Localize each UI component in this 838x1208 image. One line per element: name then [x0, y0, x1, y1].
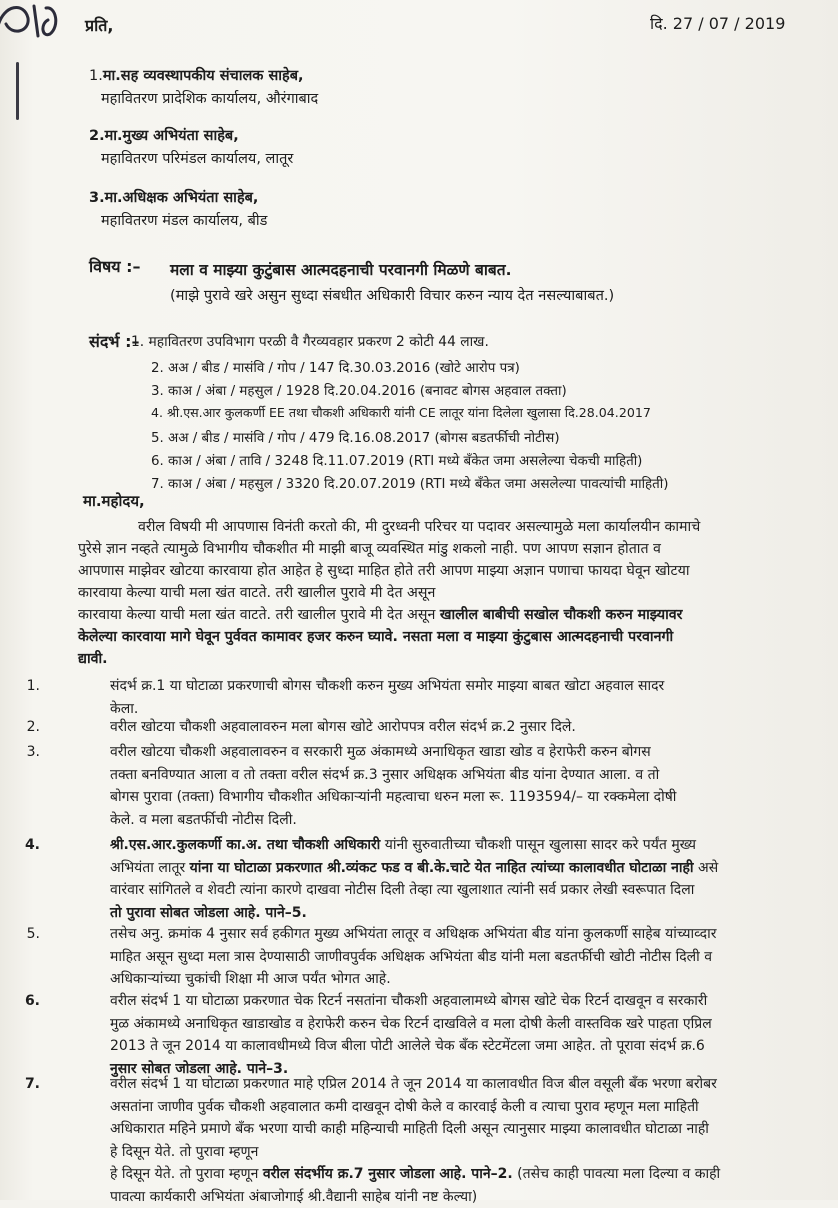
addressee-1-office: महावितरण प्रादेशिक कार्यालय, औरंगाबाद	[101, 91, 319, 107]
addressee-3-title: 3.मा.अधिक्षक अभियंता साहेब,	[89, 190, 259, 206]
subject-text: मला व माझ्या कुटुंबास आत्मदहनाची परवानगी मिळणे बाबत.	[170, 261, 512, 279]
point-3: 3. वरील खोटया चौकशी अहवालावरुन व सरकारी मुळ अंकामध्ये अनाधिकृत खाडा खोड व हेराफेरी करुन बोगस तक्ता बनविण्यात आला व तो तक्ता वरील संदर्भ क्र.3 नुसार अधिक्षक अभियंता बीड यांना देण्यात आला. व तो बोगस पुरावा (तक्ता) विभागीय चौकशीत अधिकाऱ्यांनी महत्वाचा धरुन मला रू. 1193594/– या रक्कमेला दोषी केले. व मला बडतर्फीची नोटीस दिली.	[26, 744, 677, 828]
point-7: 7. वरील संदर्भ 1 या घोटाळा प्रकरणात माहे एप्रिल 2014 ते जून 2014 या कालावधीत विज बील वसूली बँक भरणा बरोबर असतांना जाणीव पुर्वक चौकशी अहवालात कमी दाखवून दोषी केले व कारवाई केली व त्याचा पुराव म्हणून मला माहिती अधिकारात महिने प्रमाणे बँक भरणा याची काही महिन्याची माहिती दिली असून त्यानुसार माझ्या कालावधीत घोटाळा नाही हे दिसून येते. तो पुरावा म्हणून हे दिसून येते. तो पुरावा म्हणून वरील संदर्भीय क्र.7 नुसार जोडला आहे. पाने–2. (तसेच काही पावत्या मला दिल्या व काही पावत्या कार्यकारी अभियंता अंबाजोगाई श्री.वैद्यानी साहेब यांनी नष्ट केल्या)	[24, 1076, 721, 1205]
point-6: 6. वरील संदर्भ 1 या घोटाळा प्रकरणात चेक रिटर्न नसतांना चौकशी अहवालामध्ये बोगस खोटे चेक रिटर्न दाखवून व सरकारी मुळ अंकामध्ये अनाधिकृत खाडाखोड व हेराफेरी करुन चेक रिटर्न दाखविले व मला दोषी केली वास्तविक खरे पाहता एप्रिल 2013 ते जून 2014 या कालावधीमध्ये विज बीला पोटी आलेले चेक बँक स्टेटमेंटला जमा आहेत. तो पूरावा संदर्भ क्र.6 नुसार सोबत जोडला आहे. पाने–3.	[24, 993, 712, 1077]
reference-7: 7. काअ / अंबा / महसुल / 3320 दि.20.07.2019 (RTI मध्ये बँकेत जमा असलेल्या पावत्यांची माहिती)	[151, 477, 669, 492]
point-2: 2. वरील खोटया चौकशी अहवालावरुन मला बोगस खोटे आरोपपत्र वरील संदर्भ क्र.2 नुसार दिले.	[26, 719, 576, 735]
margin-line	[16, 62, 19, 120]
addressee-1-title: 1.मा.सह व्यवस्थापकीय संचालक साहेब,	[89, 68, 304, 84]
salutation-to: प्रति,	[85, 16, 114, 35]
letter-date: दि. 27 / 07 / 2019	[650, 14, 786, 33]
subject-label: विषय :–	[89, 257, 141, 276]
reference-label: संदर्भ :–	[89, 332, 140, 351]
reference-4: 4. श्री.एस.आर कुलकर्णी EE तथा चौकशी अधिकारी यांनी CE लातूर यांना दिलेला खुलासा दि.28.04.2017	[151, 405, 651, 420]
greeting: मा.महोदय,	[83, 492, 145, 510]
addressee-2-title: 2.मा.मुख्य अभियंता साहेब,	[89, 128, 239, 144]
reference-6: 6. काअ / अंबा / तावि / 3248 दि.11.07.2019 (RTI मध्ये बँकेत जमा असलेल्या चेकची माहिती)	[151, 454, 643, 469]
intro-paragraph: वरील विषयी मी आपणास विनंती करतो की, मी दुरध्वनी परिचर या पदावर असल्यामुळे मला कार्यालयीन कामाचे पुरेसे ज्ञान नव्हते त्यामुळे विभागीय चौकशीत मी माझी बाजू व्यवस्थित मांडु शकलो नाही. पण आपण सज्ञान होतात व आपणास माझेवर खोटया कारवाया होत आहेत हे सुध्दा माहित होते तरी आपण माझ्या अज्ञान पणाचा फायदा घेवून खोटया कारवाया केल्या याची मला खंत वाटते. तरी खालील पुरावे मी देत असून कारवाया केल्या याची मला खंत वाटते. तरी खालील पुरावे मी देत असून खालील बाबीची सखोल चौकशी करुन माझ्यावर केलेल्या कारवाया मागे घेवून पुर्ववत कामावर हजर करुन घ्यावे. नसता मला व माझ्या कुंटुबास आत्मदहनाची परवानगी द्यावी.	[78, 519, 701, 667]
point-5: 5. तसेच अनु. क्रमांक 4 नुसार सर्व हकीगत मुख्य अभियंता लातूर व अधिक्षक अभियंता बीड यांना कुलकर्णी साहेब यांच्याव्दार माहित असून सुध्दा मला त्रास देण्यासाठी जाणीवपुर्वक अधिक्षक अभियंता बीड यांनी मला बडतर्फीची खोटी नोटीस दिली व अधिकाऱ्यांच्या चुकांची शिक्षा मी आज पर्यंत भोगत आहे.	[26, 926, 717, 987]
reference-1: 1. महावितरण उपविभाग परळी वै गैरव्यवहार प्रकरण 2 कोटी 44 लाख.	[131, 334, 489, 350]
reference-2: 2. अअ / बीड / मासंवि / गोप / 147 दि.30.03.2016 (खोटे आरोप पत्र)	[151, 361, 520, 376]
handwritten-mark-icon	[0, 0, 64, 42]
reference-5: 5. अअ / बीड / मासंवि / गोप / 479 दि.16.08.2017 (बोगस बडतर्फीची नोटीस)	[151, 431, 560, 446]
subject-note: (माझे पुरावे खरे असुन सुध्दा संबधीत अधिकारी विचार करुन न्याय देत नसल्याबाबत.)	[170, 287, 615, 304]
point-1: 1. संदर्भ क्र.1 या घोटाळा प्रकरणाची बोगस चौकशी करुन मुख्य अभियंता समोर माझ्या बाबत खोटा अहवाल सादर केला.	[26, 678, 665, 717]
point-4: 4. श्री.एस.आर.कुलकर्णी का.अ. तथा चौकशी अधिकारी यांनी सुरुवातीच्या चौकशी पासून खुलासा सादर करे पर्यंत मुख्य अभियंता लातूर यांना या घोटाळा प्रकरणात श्री.व्यंकट फड व बी.के.चाटे येत नाहित त्यांच्या कालावधीत घोटाळा नाही असे वारंवार सांगितले व शेवटी त्यांना कारणे दाखवा नोटीस दिली तेव्हा त्या खुलाशात त्यांनी सर्व प्रकार लेखी स्वरूपात दिला तो पुरावा सोबत जोडला आहे. पाने–5.	[24, 837, 719, 921]
addressee-3-office: महावितरण मंडल कार्यालय, बीड	[101, 213, 268, 229]
reference-3: 3. काअ / अंबा / महसुल / 1928 दि.20.04.2016 (बनावट बोगस अहवाल तक्ता)	[151, 384, 567, 399]
addressee-2-office: महावितरण परिमंडल कार्यालय, लातूर	[101, 151, 294, 167]
